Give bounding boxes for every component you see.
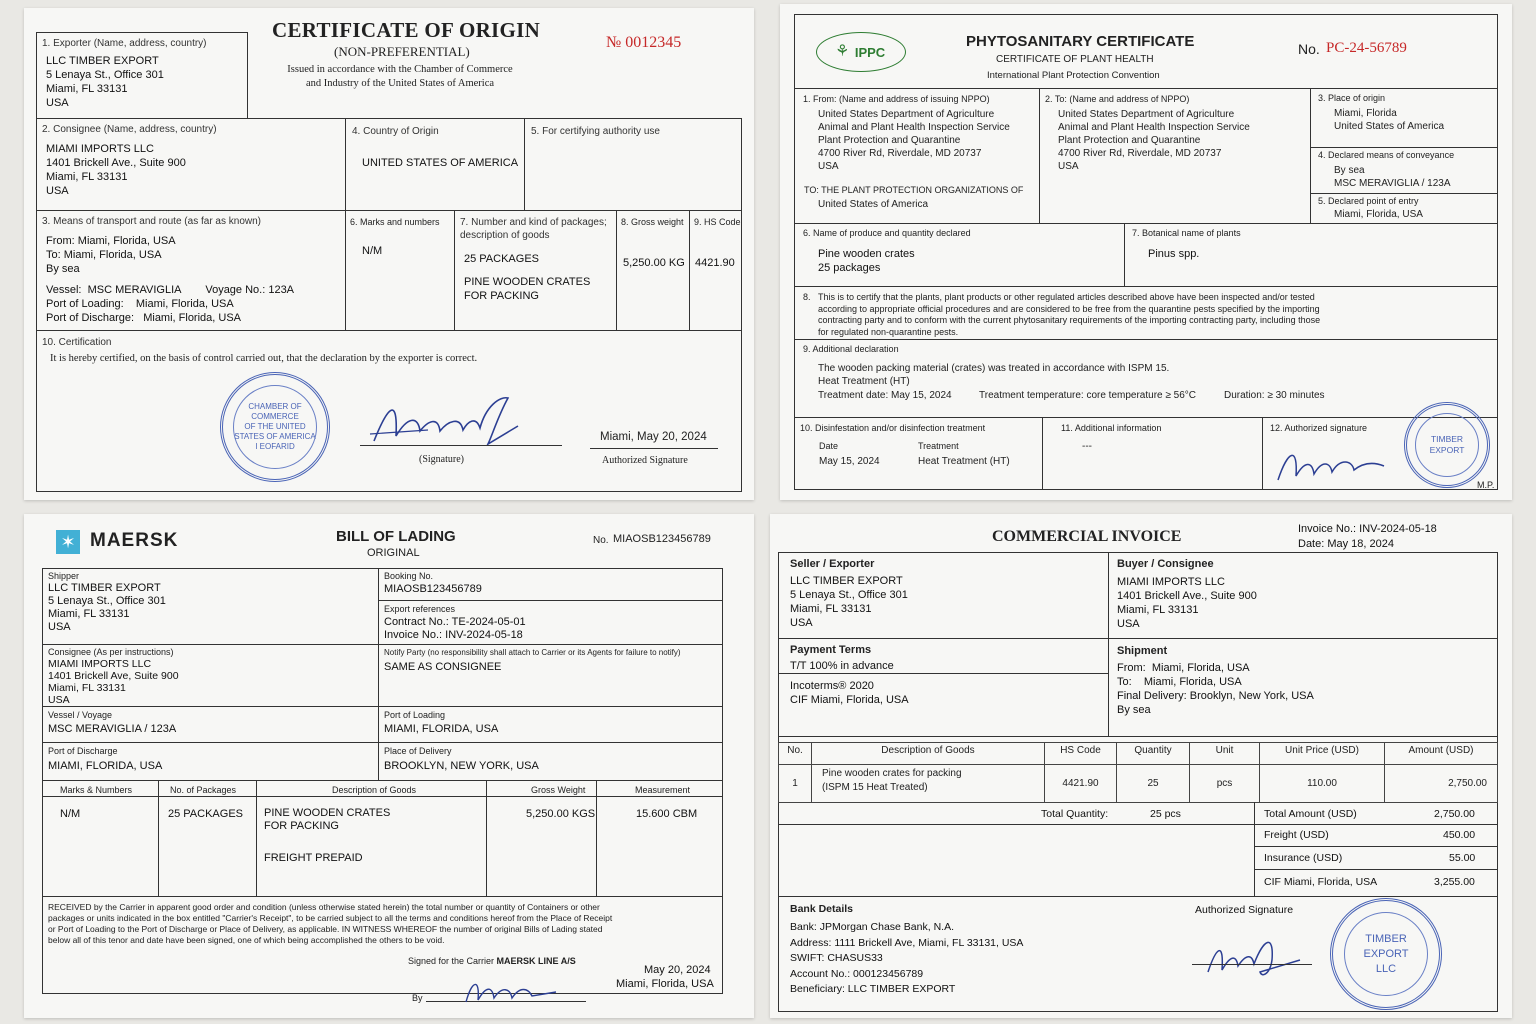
phyto-treat-date: Treatment date: May 15, 2024 [818,390,952,401]
coo-consignee: MIAMI IMPORTS LLC 1401 Brickell Ave., Suite 900 Miami, FL 33131 USA [46,143,186,197]
inv-total-qty-label: Total Quantity: [1041,808,1109,820]
ippc-logo [816,32,906,72]
bol-pol-label: Port of Loading [384,710,446,720]
inv-title: COMMERCIAL INVOICE [992,528,1182,545]
inv-insurance-label: Insurance (USD) [1264,852,1343,864]
phyto-treat-val: Heat Treatment (HT) [918,456,1010,467]
phyto-to-org-label: TO: THE PLANT PROTECTION ORGANIZATIONS OF [804,185,1024,195]
inv-total-amount: 2,750.00 [1434,808,1475,820]
coo-transport-label: 3. Means of transport and route (as far as known) [42,216,261,227]
coo-country-label: 4. Country of Origin [352,126,439,137]
bol-vessel: MSC MERAVIGLIA / 123A [48,723,177,735]
bol-brand: MAERSK [90,530,179,551]
bol-shipper-label: Shipper [48,571,80,581]
inv-freight: 450.00 [1443,829,1476,841]
table-row [779,765,1498,803]
bol-goods: PINE WOODEN CRATES FOR PACKING [264,807,391,832]
bol-gross: 5,250.00 KGS [526,808,596,820]
inv-row-price: 110.00 [1260,765,1385,803]
phyto-treat-temp: Treatment temperature: core temperature ≥ 56°C [979,390,1196,401]
coo-cert-text: It is hereby certified, on the basis of control carried out, that the declaration by the exporter is correct. [50,353,478,364]
inv-shipment: From: Miami, Florida, USA To: Miami, Florida, USA Final Delivery: Brooklyn, New York, USA By sea [1117,662,1314,716]
inv-freight-label: Freight (USD) [1264,829,1329,841]
coo-vessel: Vessel: MSC MERAVIGLIA Voyage No.: 123A Port of Loading: Miami, Florida, USA Port of Discharge: Miami, Florida, USA [46,284,295,324]
bol-signed [408,956,576,967]
bol-no-label: No. [593,535,609,546]
phyto-subtitle: CERTIFICATE OF PLANT HEALTH [996,54,1154,65]
coo-cert-label: 10. Certification [42,337,112,348]
coo-transport: From: Miami, Florida, USA To: Miami, Florida, USA By sea [46,235,176,275]
inv-incoterms: CIF Miami, Florida, USA [790,694,909,706]
phyto-to-label: 2. To: (Name and address of NPPO) [1045,94,1190,104]
inv-col-no: No. [779,743,812,765]
certificate-of-origin [24,8,754,500]
bol-booking-label: Booking No. [384,571,434,581]
coo-chamber-stamp [220,372,330,482]
inv-signature [1200,930,1310,980]
inv-stamp-text: TIMBER EXPORT LLC [1363,932,1409,975]
phyto-conveyance-label: 4. Declared means of conveyance [1318,150,1455,160]
coo-hs-label: 9. HS Code [694,217,741,227]
phyto-addl-label: 9. Additional declaration [803,344,899,354]
bol-col-packages: No. of Packages [170,785,237,795]
phyto-mp: M.P. [1477,480,1495,490]
phyto-authsig-label: 12. Authorized signature [1270,423,1368,433]
inv-col-qty: Quantity [1117,743,1190,765]
phyto-date-val: May 15, 2024 [819,456,880,467]
bol-export: Contract No.: TE-2024-05-01 Invoice No.: INV-2024-05-18 [384,616,526,641]
phyto-no-label: No. [1298,41,1320,57]
phyto-produce-label: 6. Name of produce and quantity declared [803,228,971,238]
bol-signed-pre: Signed for the Carrier [408,956,497,966]
bol-notify: SAME AS CONSIGNEE [384,661,502,673]
inv-col-unit: Unit [1190,743,1260,765]
inv-col-desc: Description of Goods [812,743,1045,765]
phyto-treat-dur: Duration: ≥ 30 minutes [1224,390,1325,401]
phyto-conveyance: By sea MSC MERAVIGLIA / 123A [1334,165,1451,189]
inv-date: Date: May 18, 2024 [1298,538,1395,550]
inv-row-hs: 4421.90 [1045,765,1117,803]
inv-bank: Bank: JPMorgan Chase Bank, N.A. Address: 1111 Brickell Ave, Miami, FL 33131, USA SWIFT: CHASUS33 Account No.: 000123456789 Beneficiary: LLC TIMBER EXPORT [790,921,1024,995]
bol-notify-label: Notify Party (no responsibility shall attach to Carrier or its Agents for failure to notify) [384,648,681,657]
bol-col-measure: Measurement [635,785,691,795]
inv-number: Invoice No.: INV-2024-05-18 [1298,523,1437,535]
bol-subtitle: ORIGINAL [367,547,420,559]
coo-certifying-label: 5. For certifying authority use [531,126,660,137]
phyto-origin-label: 3. Place of origin [1318,93,1386,103]
coo-number: № 0012345 [606,34,682,51]
phyto-number: PC-24-56789 [1326,40,1407,56]
bol-col-gross: Gross Weight [531,785,586,795]
bol-col-marks: Marks & Numbers [60,785,133,795]
phyto-subtitle2: International Plant Protection Convention [987,70,1160,81]
coo-gross: 5,250.00 KG [623,257,685,269]
commercial-invoice [770,514,1512,1018]
bol-pod-label: Port of Discharge [48,746,118,756]
coo-place-date: Miami, May 20, 2024 [600,431,707,443]
bol-place: Miami, Florida, USA [616,978,714,990]
coo-subtitle: (NON-PREFERENTIAL) [334,44,470,59]
bol-received: RECEIVED by the Carrier in apparent good order and condition (unless otherwise stated herein) the total number or quantity of Containers or other packages or units indicated in the box entitled "Carrier's Receipt", to be carried subject to all the terms and conditions hereof from the Place of Receipt or Port of Loading to the Port of Discharge or Place of Delivery, as applicable. IN WITNESS WHEREOF the number of original Bills of Lading stated below all of this tenor and date have been signed, one of which being accomplished the others to be void. [48,902,613,945]
bol-consignee: MIAMI IMPORTS LLC 1401 Brickell Ave, Suite 900 Miami, FL 33131 USA [48,658,179,706]
inv-timber-stamp [1330,898,1442,1010]
inv-buyer: MIAMI IMPORTS LLC 1401 Brickell Ave., Suite 900 Miami, FL 33131 USA [1117,576,1257,630]
inv-auth-label: Authorized Signature [1195,904,1294,916]
bol-booking: MIAOSB123456789 [384,583,482,595]
phyto-to-org: United States of America [818,199,929,210]
phyto-entry-label: 5. Declared point of entry [1318,196,1419,206]
phyto-treat-head: Treatment [918,441,959,451]
inv-total-qty: 25 pcs [1150,808,1181,820]
bol-marks: N/M [60,808,81,820]
inv-col-price: Unit Price (USD) [1260,743,1385,765]
bol-vessel-label: Vessel / Voyage [48,710,113,720]
phyto-entry: Miami, Florida, USA [1334,209,1423,220]
inv-shipment-label: Shipment [1117,645,1168,657]
coo-marks-label: 6. Marks and numbers [350,217,440,227]
coo-country: UNITED STATES OF AMERICA [362,157,519,169]
inv-row-unit: pcs [1190,765,1260,803]
inv-insurance: 55.00 [1449,852,1476,864]
coo-sig-label: (Signature) [419,454,464,465]
bol-date: May 20, 2024 [644,964,711,976]
inv-payment-label: Payment Terms [790,644,872,656]
phyto-origin: Miami, Florida United States of America [1334,108,1445,132]
phyto-signature [1274,440,1394,490]
inv-cif: 3,255.00 [1434,876,1475,888]
coo-title: CERTIFICATE OF ORIGIN [272,18,541,42]
coo-goods: PINE WOODEN CRATES FOR PACKING [464,276,591,302]
bol-col-goods: Description of Goods [332,785,417,795]
maersk-star-icon: ✶ [56,530,80,554]
coo-packages-label: 7. Number and kind of packages; description of goods [460,217,607,241]
inv-total-amount-label: Total Amount (USD) [1264,808,1357,820]
phyto-botanical-label: 7. Botanical name of plants [1132,228,1241,238]
bol-measure: 15.600 CBM [636,808,698,820]
phyto-stamp-text: TIMBER EXPORT [1429,434,1465,455]
phyto-from: United States Department of Agriculture Animal and Plant Health Inspection Service Plant Protection and Quarantine 4700 River Rd, Riverdale, MD 20737 USA [818,109,1010,172]
inv-row-desc: Pine wooden crates for packing (ISPM 15 Heat Treated) [812,765,1045,803]
coo-consignee-label: 2. Consignee (Name, address, country) [42,124,217,135]
bill-of-lading [24,514,754,1018]
phyto-from-label: 1. From: (Name and address of issuing NPPO) [803,94,990,104]
phyto-addinfo: --- [1082,441,1092,452]
bol-by: By [412,993,423,1003]
inv-col-amount: Amount (USD) [1385,743,1498,765]
phyto-addl: The wooden packing material (crates) was treated in accordance with ISPM 15. Heat Treatment (HT) [818,363,1170,387]
phyto-title: PHYTOSANITARY CERTIFICATE [966,33,1195,50]
bol-export-label: Export references [384,604,456,614]
inv-payment: T/T 100% in advance [790,660,894,672]
phyto-botanical: Pinus spp. [1148,248,1200,260]
bol-signed-carrier: MAERSK LINE A/S [496,956,576,966]
bol-freight: FREIGHT PREPAID [264,852,363,864]
phyto-certify-num: 8. [803,292,811,302]
coo-issued: Issued in accordance with the Chamber of Commerce and Industry of the United States of America [287,64,513,89]
bol-signature [460,974,560,1006]
inv-incoterms-label: Incoterms® 2020 [790,680,874,692]
bol-delivery-label: Place of Delivery [384,746,452,756]
bol-pod: MIAMI, FLORIDA, USA [48,760,163,772]
inv-items-table [778,742,1498,803]
coo-exporter: LLC TIMBER EXPORT 5 Lenaya St., Office 301 Miami, FL 33131 USA [46,55,164,109]
phyto-addinfo-label: 11. Additional information [1061,423,1162,433]
inv-cif-label: CIF Miami, Florida, USA [1264,876,1378,888]
coo-exporter-label: 1. Exporter (Name, address, country) [42,38,207,49]
bol-shipper: LLC TIMBER EXPORT 5 Lenaya St., Office 301 Miami, FL 33131 USA [48,582,166,633]
phyto-timber-stamp [1404,402,1490,488]
inv-seller-label: Seller / Exporter [790,558,875,570]
coo-packages: 25 PACKAGES [464,253,539,265]
inv-seller: LLC TIMBER EXPORT 5 Lenaya St., Office 301 Miami, FL 33131 USA [790,575,908,629]
phytosanitary-certificate [780,4,1512,500]
inv-buyer-label: Buyer / Consignee [1117,558,1214,570]
bol-consignee-label: Consignee (As per instructions) [48,647,174,657]
coo-gross-label: 8. Gross weight [621,217,684,227]
bol-packages: 25 PACKAGES [168,808,243,820]
phyto-produce: Pine wooden crates 25 packages [818,248,915,274]
inv-col-hs: HS Code [1045,743,1117,765]
coo-auth-sig: Authorized Signature [602,455,688,466]
inv-row-amount: 2,750.00 [1385,765,1498,803]
phyto-disinf-label: 10. Disinfestation and/or disinfection treatment [800,423,986,433]
bol-delivery: BROOKLYN, NEW YORK, USA [384,760,539,772]
wheat-icon: ⚘ [835,43,850,60]
ippc-logo-text: IPPC [854,44,886,60]
bol-number: MIAOSB123456789 [613,533,711,545]
inv-row-qty: 25 [1117,765,1190,803]
phyto-date-head: Date [819,441,839,451]
inv-row-no: 1 [779,765,812,803]
phyto-certify: This is to certify that the plants, plant products or other regulated articles described above have been inspected and/or tested according to appropriate official procedures and are considered to be free from the quarantine pests specified by the importing contracting party and to conform with the current phytosanitary requirements of the importing contracting party, including those for regulated non-quarantine pests. [818,292,1321,337]
coo-marks: N/M [362,245,383,257]
phyto-to: United States Department of Agriculture Animal and Plant Health Inspection Service Plant Protection and Quarantine 4700 River Rd, Riverdale, MD 20737 USA [1058,109,1250,172]
bol-title: BILL OF LADING [336,528,456,545]
coo-hs: 4421.90 [695,257,735,269]
inv-bank-label: Bank Details [790,903,854,915]
bol-pol: MIAMI, FLORIDA, USA [384,723,499,735]
coo-stamp-text: CHAMBER OF COMMERCE OF THE UNITED STATES OF AMERICA I EOFARID [234,402,316,451]
